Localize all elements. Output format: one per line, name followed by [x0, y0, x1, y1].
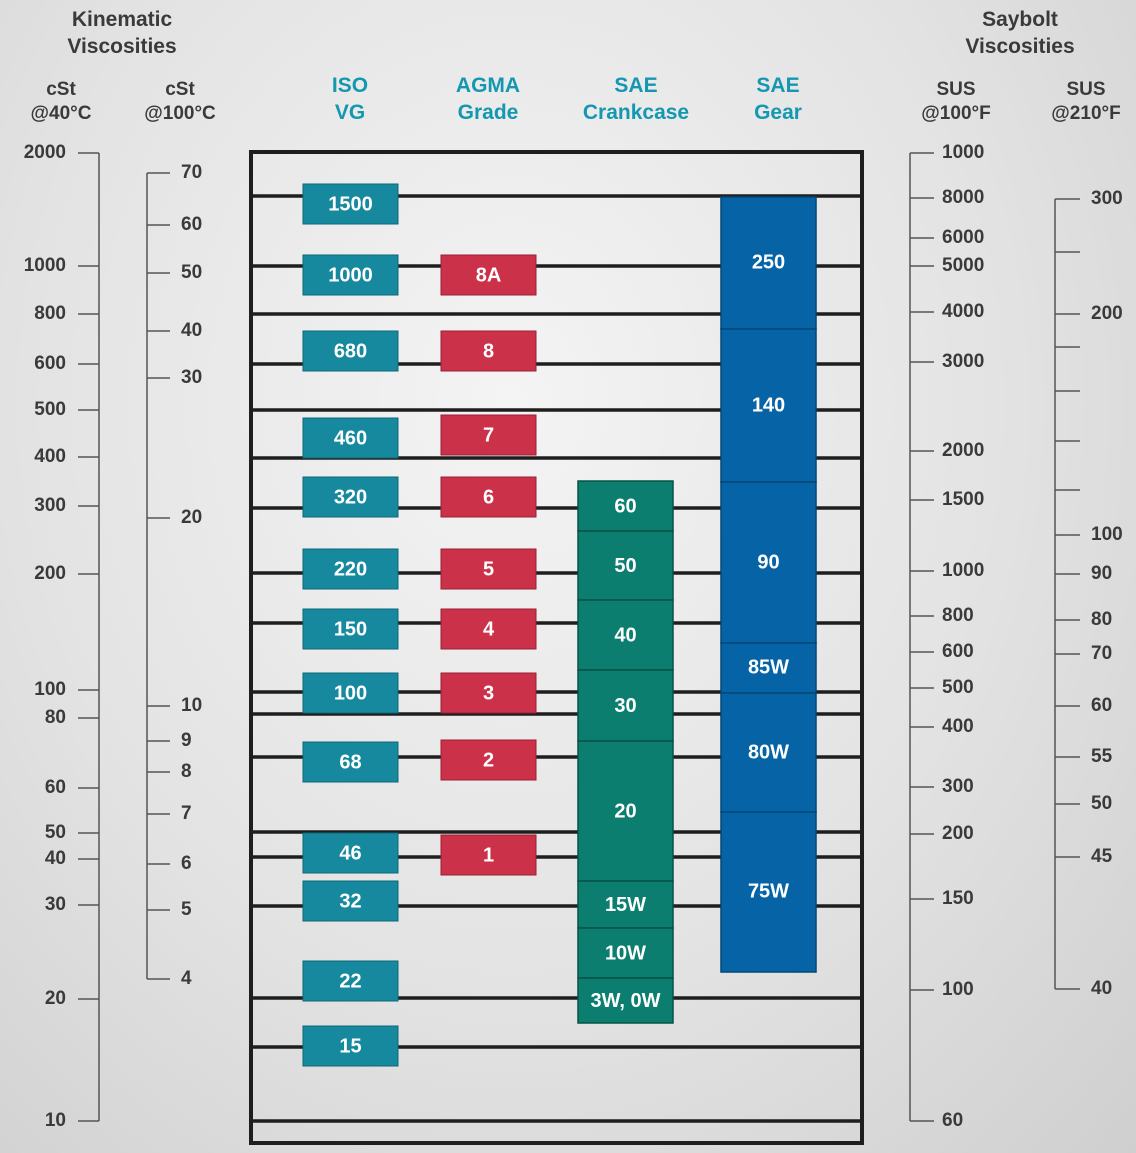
sus-100f-temp: @100°F — [921, 103, 991, 124]
sae-crankcase-label: 20 — [614, 800, 637, 823]
agma-grade-label: 3 — [482, 682, 495, 705]
sus100-tick-label: 1500 — [942, 489, 985, 511]
sae-crankcase-label: 3W, 0W — [590, 989, 661, 1012]
cst100-tick-label: 20 — [181, 507, 203, 529]
saybolt-heading-line2: Viscosities — [965, 35, 1075, 58]
agma-grade-label: 6 — [482, 486, 495, 509]
cst-40c-temp: @40°C — [30, 103, 92, 124]
iso-vg-label: 680 — [333, 340, 368, 363]
sae-crankcase-label: 60 — [614, 495, 637, 518]
iso-vg-label: 15 — [339, 1035, 362, 1058]
sae-gear-label: 75W — [747, 880, 790, 903]
sae-crankcase-label: 40 — [614, 624, 637, 647]
cst100-tick-label: 9 — [181, 730, 192, 752]
sae-crankcase-label: 50 — [614, 554, 637, 577]
sae-crankcase-label: 30 — [614, 694, 637, 717]
cst-100c-unit: cSt — [165, 79, 195, 100]
iso-vg-label: 320 — [333, 486, 368, 509]
sae-gear-label: 250 — [751, 251, 786, 274]
agma-grade-label: 1 — [482, 844, 495, 867]
agma-grade-label: 8 — [482, 340, 495, 363]
sus210-tick-label: 100 — [1091, 524, 1123, 546]
agma-grade-label: 8A — [475, 264, 502, 287]
cst40-tick-label: 400 — [34, 446, 66, 468]
gear-header-line1: SAE — [756, 74, 800, 97]
sus100-tick-label: 500 — [942, 677, 974, 699]
sus-210f-temp: @210°F — [1051, 103, 1121, 124]
sus100-tick-label: 200 — [942, 823, 974, 845]
iso-vg-label: 1500 — [328, 193, 373, 216]
sae-crankcase-label: 10W — [604, 942, 647, 965]
agma-grade-label: 5 — [482, 558, 495, 581]
iso-vg-header-line1: ISO — [331, 74, 369, 97]
cst40-tick-label: 800 — [34, 303, 66, 325]
sus210-tick-label: 70 — [1091, 643, 1113, 665]
iso-vg-label: 100 — [333, 682, 368, 705]
sae-gear-label: 85W — [747, 656, 790, 679]
cst100-tick-label: 40 — [181, 320, 203, 342]
sus210-tick-label: 60 — [1091, 695, 1113, 717]
agma-grade-label: 4 — [482, 618, 495, 641]
sus100-tick-label: 60 — [942, 1110, 964, 1132]
sus100-tick-label: 100 — [942, 979, 974, 1001]
iso-vg-label: 1000 — [328, 264, 373, 287]
sae-gear-label: 90 — [757, 551, 780, 574]
sae-crankcase-label: 15W — [604, 893, 647, 916]
cst100-tick-label: 60 — [181, 214, 203, 236]
cst40-tick-label: 1000 — [23, 255, 66, 277]
sus100-tick-label: 600 — [942, 641, 974, 663]
kinematic-heading-line2: Viscosities — [67, 35, 177, 58]
sus100-tick-label: 8000 — [942, 187, 985, 209]
sus210-tick-label: 80 — [1091, 609, 1113, 631]
cst40-tick-label: 300 — [34, 495, 66, 517]
gear-header-line2: Gear — [754, 101, 802, 124]
cst100-tick-label: 10 — [181, 695, 203, 717]
sus100-tick-label: 150 — [942, 888, 974, 910]
iso-vg-label: 150 — [333, 618, 368, 641]
cst40-tick-label: 2000 — [23, 142, 66, 164]
iso-vg-label: 22 — [339, 970, 362, 993]
sus100-tick-label: 2000 — [942, 440, 985, 462]
cst-40c-unit: cSt — [46, 79, 76, 100]
cst40-tick-label: 200 — [34, 563, 66, 585]
sus210-tick-label: 90 — [1091, 563, 1113, 585]
sae-gear-label: 80W — [747, 741, 790, 764]
cst40-tick-label: 60 — [44, 777, 66, 799]
agma-grade-label: 7 — [482, 424, 495, 447]
sus100-tick-label: 400 — [942, 716, 974, 738]
cst-100c-temp: @100°C — [144, 103, 216, 124]
cst100-tick-label: 8 — [181, 761, 192, 783]
sus100-tick-label: 1000 — [942, 560, 985, 582]
cst40-tick-label: 80 — [44, 707, 66, 729]
cst40-tick-label: 100 — [34, 679, 66, 701]
sus-210f-unit: SUS — [1066, 79, 1106, 100]
iso-vg-label: 32 — [339, 890, 362, 913]
cst100-tick-label: 70 — [181, 162, 203, 184]
cst40-tick-label: 50 — [44, 822, 66, 844]
agma-header-line2: Grade — [457, 101, 519, 124]
crankcase-header-line2: Crankcase — [582, 101, 690, 124]
sus210-tick-label: 50 — [1091, 793, 1113, 815]
sus210-tick-label: 300 — [1091, 188, 1123, 210]
sus210-tick-label: 200 — [1091, 303, 1123, 325]
cst100-tick-label: 7 — [181, 803, 192, 825]
cst100-tick-label: 50 — [181, 262, 203, 284]
sus100-tick-label: 3000 — [942, 351, 985, 373]
sus100-tick-label: 6000 — [942, 227, 985, 249]
saybolt-heading-line1: Saybolt — [982, 8, 1058, 31]
sus210-tick-label: 45 — [1091, 846, 1113, 868]
sae-gear-label: 140 — [751, 394, 786, 417]
kinematic-heading-line1: Kinematic — [71, 8, 173, 31]
iso-vg-label: 220 — [333, 558, 368, 581]
cst100-tick-label: 5 — [181, 899, 192, 921]
iso-vg-header-line2: VG — [334, 101, 366, 124]
sus210-tick-label: 55 — [1091, 746, 1113, 768]
cst100-tick-label: 6 — [181, 853, 192, 875]
cst40-tick-label: 600 — [34, 353, 66, 375]
agma-grade-label: 2 — [482, 749, 495, 772]
cst100-tick-label: 4 — [181, 968, 192, 990]
crankcase-header-line1: SAE — [614, 74, 658, 97]
cst40-tick-label: 10 — [44, 1110, 66, 1132]
iso-vg-label: 460 — [333, 427, 368, 450]
sus210-tick-label: 40 — [1091, 978, 1113, 1000]
sus100-tick-label: 300 — [942, 776, 974, 798]
sus100-tick-label: 1000 — [942, 142, 985, 164]
cst40-tick-label: 30 — [44, 894, 66, 916]
sus100-tick-label: 5000 — [942, 255, 985, 277]
iso-vg-label: 46 — [339, 842, 362, 865]
iso-vg-label: 68 — [339, 751, 362, 774]
agma-header-line1: AGMA — [455, 74, 521, 97]
sus100-tick-label: 4000 — [942, 301, 985, 323]
cst100-tick-label: 30 — [181, 367, 203, 389]
cst40-tick-label: 20 — [44, 988, 66, 1010]
cst40-tick-label: 40 — [44, 848, 66, 870]
cst40-tick-label: 500 — [34, 399, 66, 421]
sus100-tick-label: 800 — [942, 605, 974, 627]
sus-100f-unit: SUS — [936, 79, 976, 100]
